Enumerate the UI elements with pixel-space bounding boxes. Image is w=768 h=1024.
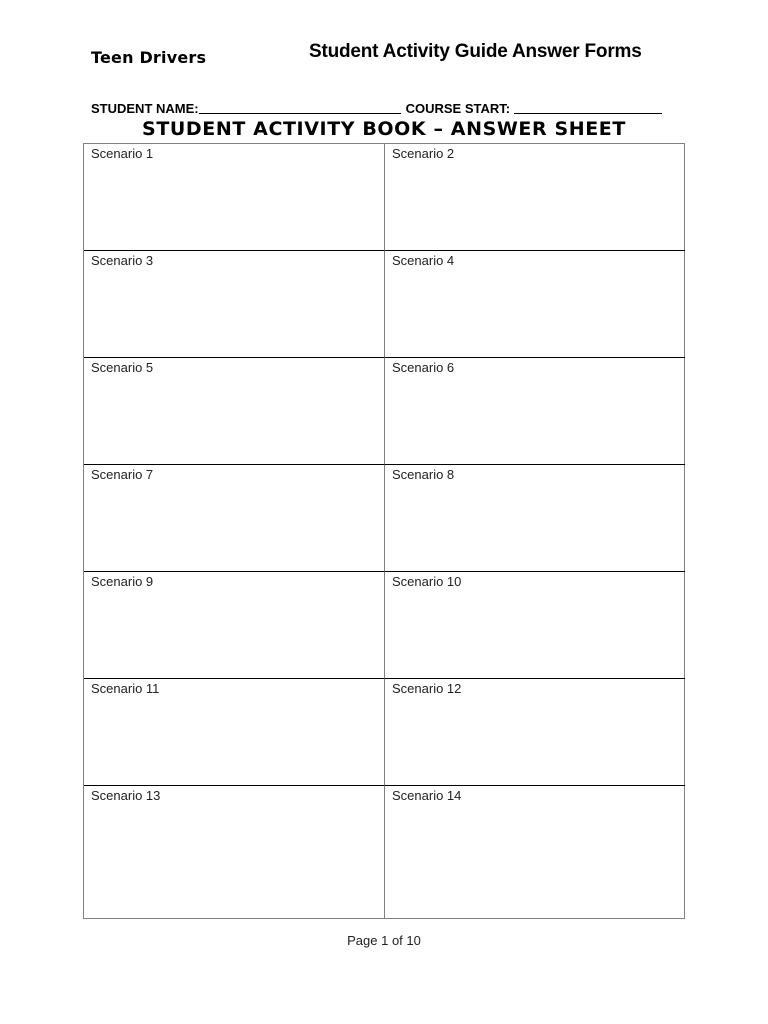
scenario-label: Scenario 2 xyxy=(392,146,455,161)
course-start-label: COURSE START: xyxy=(405,101,511,116)
scenario-label: Scenario 8 xyxy=(392,467,455,482)
scenario-answer-grid xyxy=(83,143,685,919)
scenario-cell-2[interactable] xyxy=(385,144,685,251)
scenario-label: Scenario 6 xyxy=(392,360,455,375)
scenario-label: Scenario 5 xyxy=(91,360,154,375)
scenario-label: Scenario 10 xyxy=(392,574,462,589)
answer-sheet-title: STUDENT ACTIVITY BOOK – ANSWER SHEET xyxy=(142,118,626,140)
scenario-label: Scenario 3 xyxy=(91,253,154,268)
scenario-cell-10[interactable] xyxy=(385,572,685,679)
student-info-fields xyxy=(91,101,681,116)
scenario-label: Scenario 9 xyxy=(91,574,154,589)
course-start-blank[interactable] xyxy=(514,101,662,114)
scenario-label: Scenario 13 xyxy=(91,788,161,803)
scenario-label: Scenario 12 xyxy=(392,681,462,696)
scenario-label: Scenario 7 xyxy=(91,467,154,482)
scenario-cell-9[interactable] xyxy=(84,572,385,679)
page-number: Page 1 of 10 xyxy=(347,933,421,948)
scenario-label: Scenario 4 xyxy=(392,253,455,268)
scenario-cell-3[interactable] xyxy=(84,251,385,358)
header-document-title: Student Activity Guide Answer Forms xyxy=(309,41,642,62)
scenario-label: Scenario 14 xyxy=(392,788,462,803)
scenario-cell-4[interactable] xyxy=(385,251,685,358)
scenario-cell-5[interactable] xyxy=(84,358,385,465)
scenario-label: Scenario 11 xyxy=(91,681,160,696)
scenario-cell-7[interactable] xyxy=(84,465,385,572)
scenario-cell-6[interactable] xyxy=(385,358,685,465)
header-course-title: Teen Drivers xyxy=(91,48,207,67)
scenario-cell-8[interactable] xyxy=(385,465,685,572)
scenario-cell-1[interactable] xyxy=(84,144,385,251)
student-name-blank[interactable] xyxy=(199,101,401,114)
scenario-cell-13[interactable] xyxy=(84,786,385,919)
scenario-label: Scenario 1 xyxy=(91,146,154,161)
student-name-label: STUDENT NAME: xyxy=(91,101,199,116)
scenario-cell-12[interactable] xyxy=(385,679,685,786)
scenario-cell-11[interactable] xyxy=(84,679,385,786)
scenario-cell-14[interactable] xyxy=(385,786,685,919)
